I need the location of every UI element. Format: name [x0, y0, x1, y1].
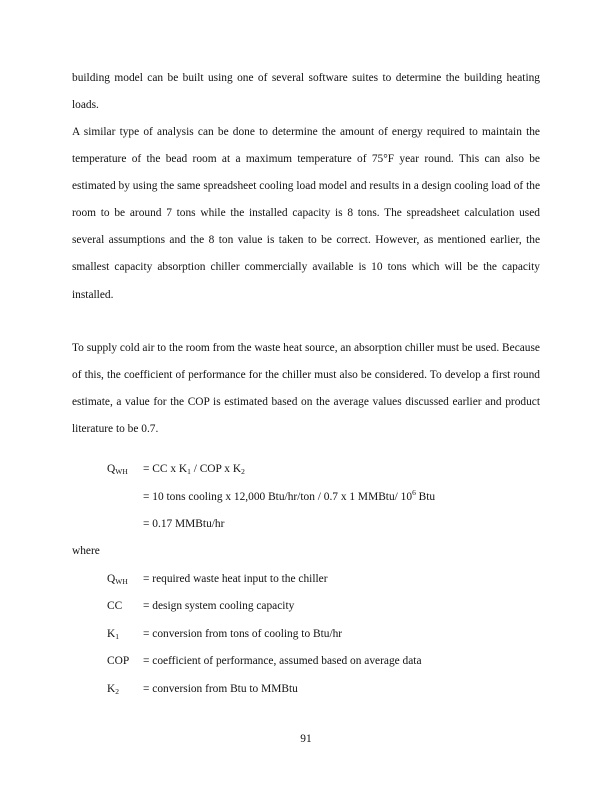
definition-row — [0, 598, 612, 614]
definition-row — [0, 571, 612, 587]
definition-text: = conversion from tons of cooling to Btu/hr — [143, 628, 343, 640]
definition-row — [0, 626, 612, 642]
equation-line-1 — [0, 461, 612, 477]
paragraph-building-model: building model can be built using one of several software suites to determine the building heating loads. — [72, 72, 540, 112]
paragraph-absorption-chiller: To supply cold air to the room from the waste heat source, an absorption chiller must be used. Because of this, the coefficient of performance for the chiller must also be considered. To develop a first round estimate, a value for the COP is estimated based on the average values discussed earlier and product literature to be 0.7. — [72, 342, 540, 436]
page-number: 91 — [300, 733, 312, 745]
equation-result: = 0.17 MMBtu/hr — [143, 518, 225, 530]
equation-line-3 — [0, 516, 612, 532]
definition-symbol: CC — [107, 600, 123, 612]
definition-text: = conversion from Btu to MMBtu — [143, 683, 298, 695]
definition-symbol: $K_2$ — [107, 683, 119, 696]
definition-text: = required waste heat input to the chiller — [143, 573, 328, 585]
equation-formula: = CC x $K_1$ / COP x $K_2$ — [143, 463, 245, 476]
definition-text: = design system cooling capacity — [143, 600, 295, 612]
equation-line-2 — [0, 489, 612, 505]
definition-symbol: $Q_{WH}$ — [107, 573, 128, 586]
equation-lhs: $Q_{WH}$ — [107, 463, 128, 476]
definition-text: = coefficient of performance, assumed based on average data — [143, 655, 422, 667]
definition-row — [0, 653, 612, 669]
definition-row — [0, 681, 612, 697]
equation-substitution: = 10 tons cooling x 12,000 Btu/hr/ton / 0.7 x 1 MMBtu/ $10^6$ Btu — [143, 488, 436, 503]
paragraph-cooling-analysis: A similar type of analysis can be done to determine the amount of energy required to maintain the temperature of the bead room at a maximum temperature of 75°F year round. This can also be estimated by using the same spreadsheet cooling load model and results in a design cooling load of the room to be around 7 tons while the installed capacity is 8 tons. The spreadsheet calculation used several assumptions and the 8 ton value is taken to be correct. However, as mentioned earlier, the smallest capacity absorption chiller commercially available is 10 tons which will be the capacity installed. — [72, 126, 540, 301]
definition-symbol: COP — [107, 655, 130, 667]
definition-symbol: $K_1$ — [107, 628, 119, 641]
where-label: where — [72, 545, 100, 557]
